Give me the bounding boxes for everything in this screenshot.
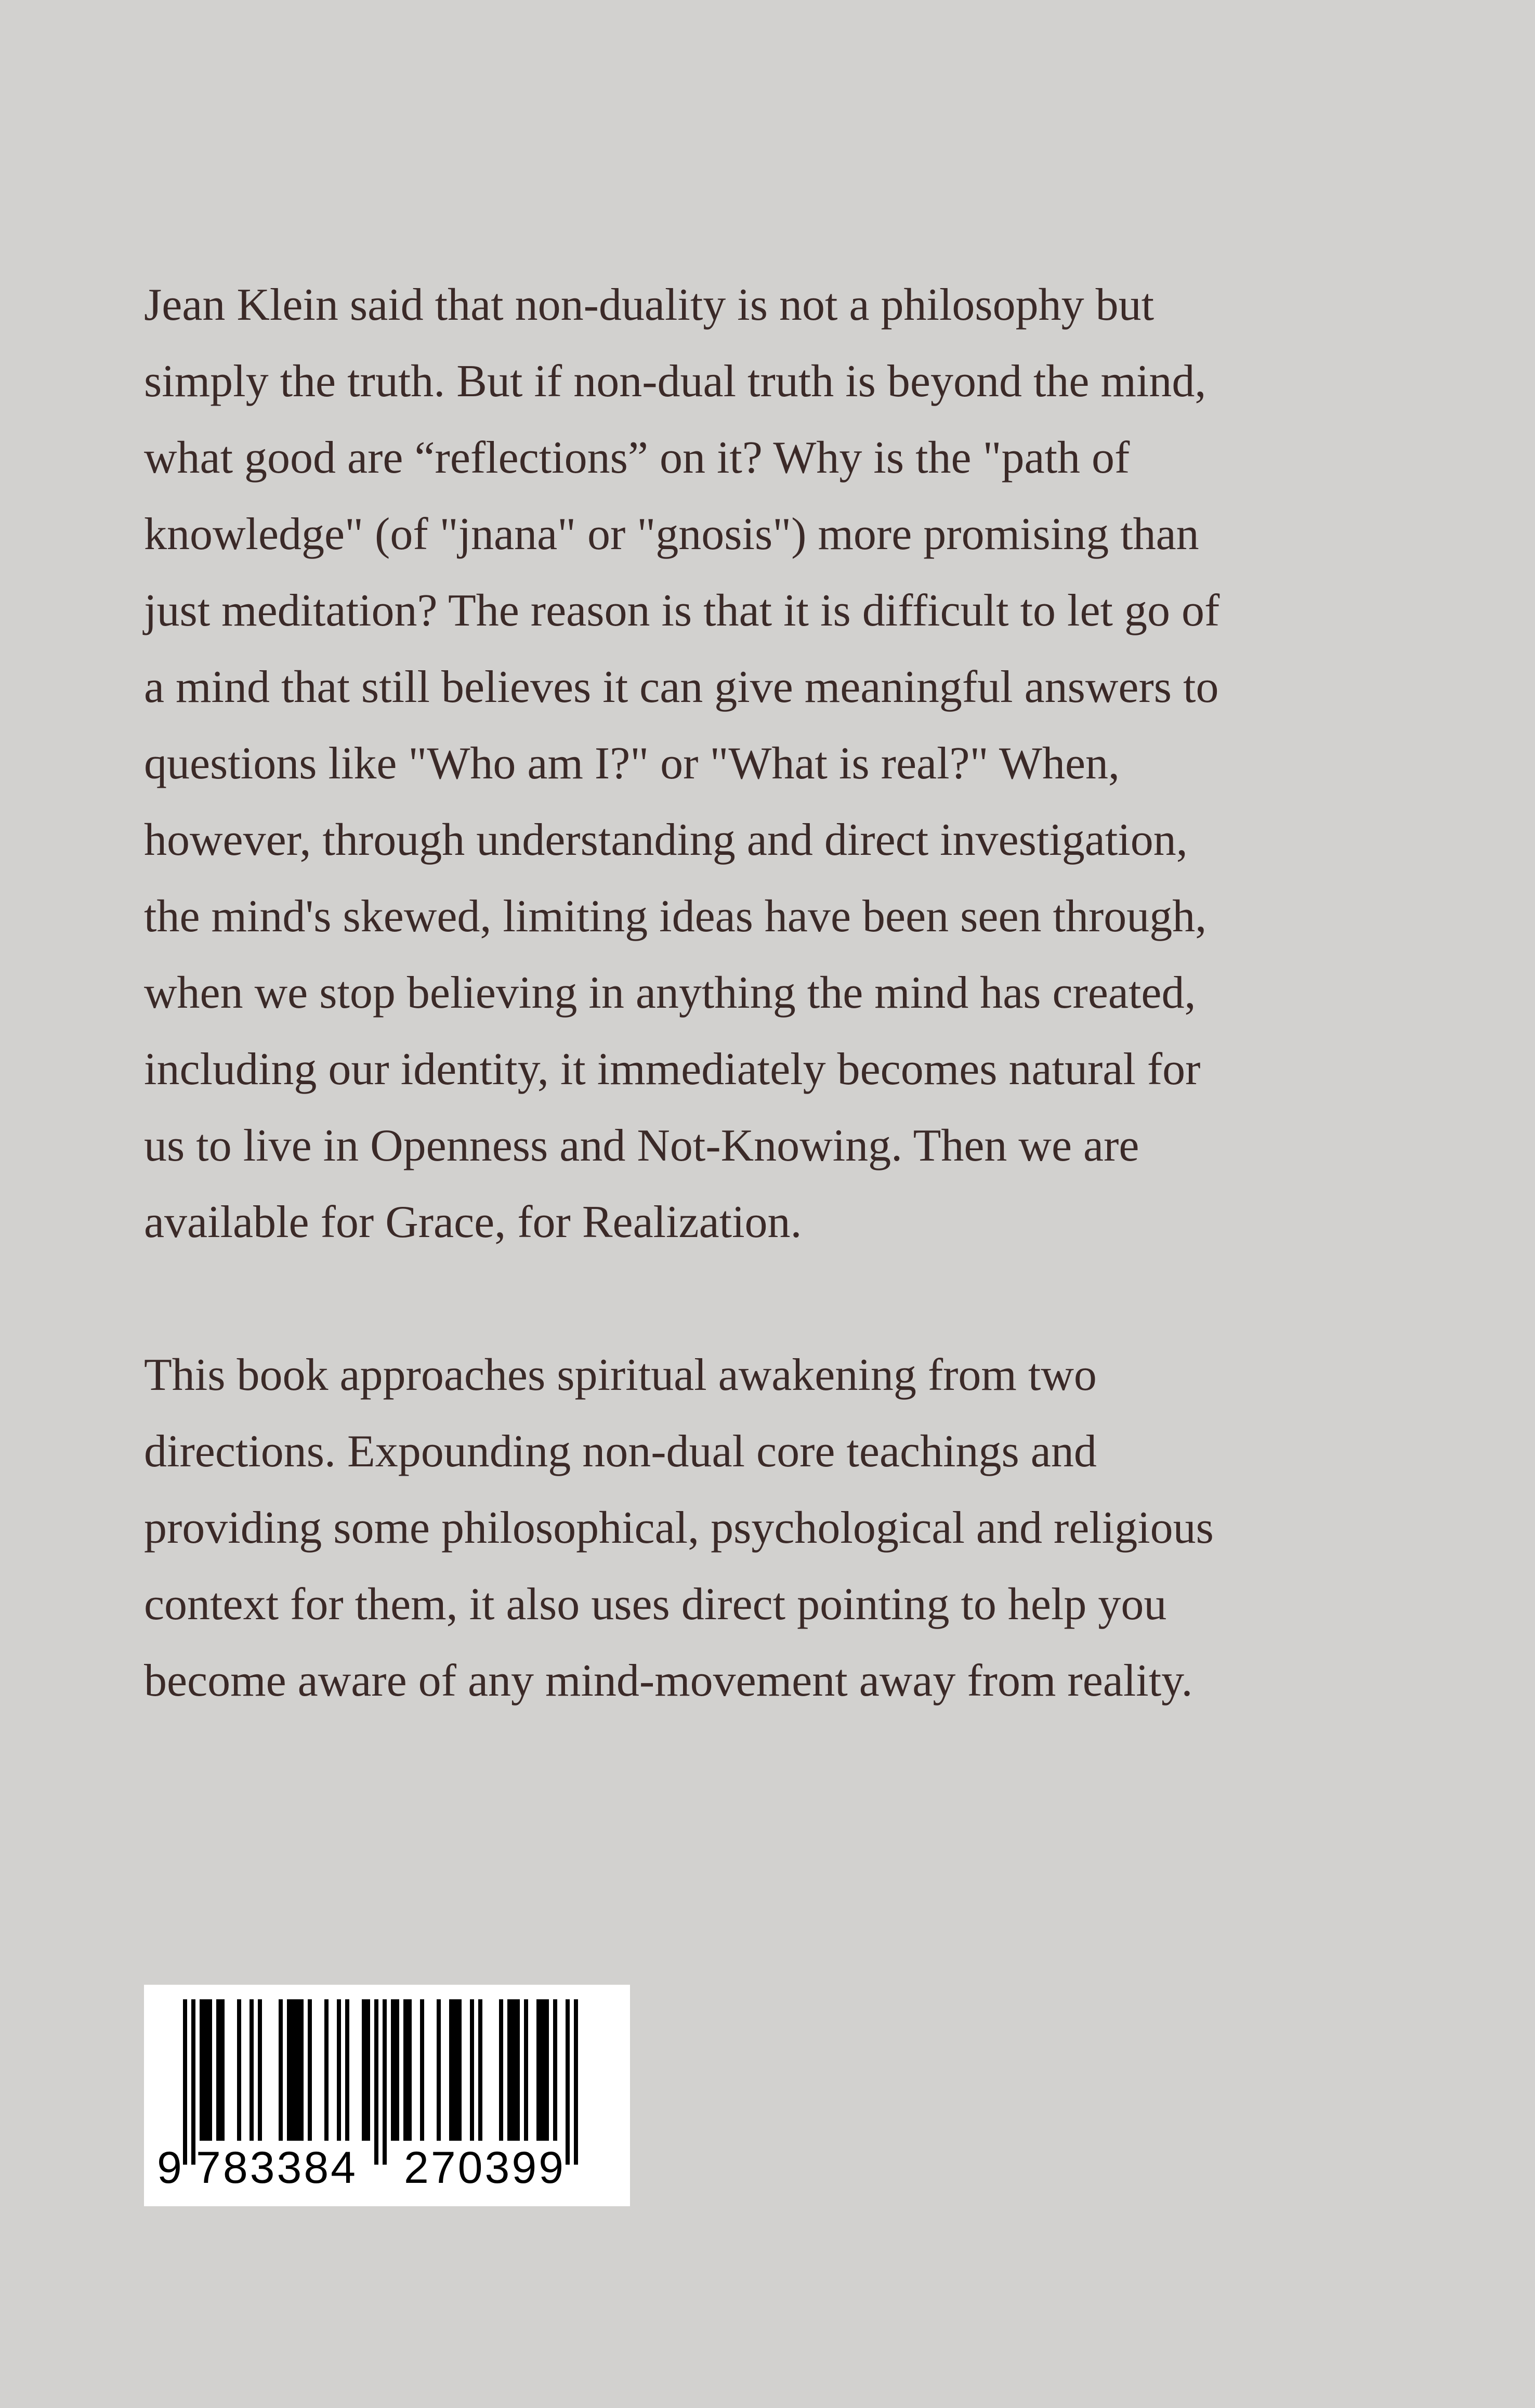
- barcode-bar: [204, 1999, 208, 2141]
- barcode-bar: [395, 1999, 399, 2141]
- barcode-bar: [408, 1999, 412, 2141]
- barcode-bar: [478, 1999, 482, 2141]
- isbn-barcode: [144, 1985, 630, 2206]
- barcode-bar: [258, 1999, 262, 2141]
- barcode-bar: [420, 1999, 424, 2141]
- barcode-first-digit: 9: [157, 2143, 183, 2193]
- barcode-bar: [208, 1999, 212, 2141]
- barcode-bar: [511, 1999, 516, 2141]
- barcode-bar: [449, 1999, 453, 2141]
- barcode-bar: [191, 1999, 195, 2165]
- barcode-bar: [453, 1999, 457, 2141]
- barcode-bar: [220, 1999, 225, 2141]
- barcode-bar: [324, 1999, 329, 2141]
- barcode-bar: [457, 1999, 462, 2141]
- barcode-bar: [216, 1999, 220, 2141]
- barcode-bar: [470, 1999, 474, 2141]
- barcode-left-digits: 783384: [196, 2143, 358, 2193]
- barcode-bar: [362, 1999, 366, 2141]
- blurb-paragraph-1: Jean Klein said that non-duality is not a philosophy but simply the truth. But if non-dual truth is beyond the mind, what good are “reflections” on it? Why is the "path of knowledge" (of "jnana" or "gnosis") more promising than just meditation? The reason is that it is difficult to let go of a mind that still believes it can give meaningful answers to questions like "Who am I?" or "What is real?" When, however, through understanding and direct investigation, the mind's skewed, limiting ideas have been seen through, when we stop believing in anything the mind has created, including our identity, it immediately becomes natural for us to live in Openness and Not-Knowing. Then we are available for Grace, for Realization.: [144, 280, 1220, 1247]
- barcode-right-digits: 270399: [404, 2143, 566, 2193]
- barcode-bar: [287, 1999, 291, 2141]
- barcode-bar: [299, 1999, 304, 2141]
- barcode-bar: [183, 1999, 187, 2165]
- barcode-bar: [516, 1999, 520, 2141]
- barcode-bar: [345, 1999, 349, 2141]
- barcode-bar: [437, 1999, 441, 2141]
- barcode-bar: [279, 1999, 283, 2141]
- barcode-bar: [250, 1999, 254, 2141]
- barcode-bar: [200, 1999, 204, 2141]
- barcode-bar: [391, 1999, 395, 2141]
- barcode-bar: [291, 1999, 295, 2141]
- barcode-bar: [383, 1999, 387, 2165]
- barcode-bar: [366, 1999, 370, 2141]
- barcode-bar: [507, 1999, 511, 2141]
- blurb-paragraph-2: This book approaches spiritual awakening from two directions. Expounding non-dual core teachings and providing some philosophical, psychological and religious context for them, it also uses direct pointing to help you become aware of any mind-movement away from reality.: [144, 1350, 1214, 1706]
- barcode-bar: [499, 1999, 503, 2141]
- barcode-bar: [553, 1999, 557, 2141]
- barcode-bar: [524, 1999, 528, 2141]
- barcode-bar: [403, 1999, 408, 2141]
- barcode-bar: [237, 1999, 241, 2141]
- barcode-bar: [566, 1999, 570, 2165]
- blurb-text: [144, 267, 1366, 1719]
- barcode-bar: [536, 1999, 541, 2141]
- barcode-bar: [337, 1999, 341, 2141]
- barcode-bar: [374, 1999, 378, 2165]
- barcode-bar: [308, 1999, 312, 2141]
- barcode-bar: [295, 1999, 299, 2141]
- barcode-bar: [545, 1999, 549, 2141]
- barcode-bar: [574, 1999, 578, 2165]
- barcode-bar: [541, 1999, 545, 2141]
